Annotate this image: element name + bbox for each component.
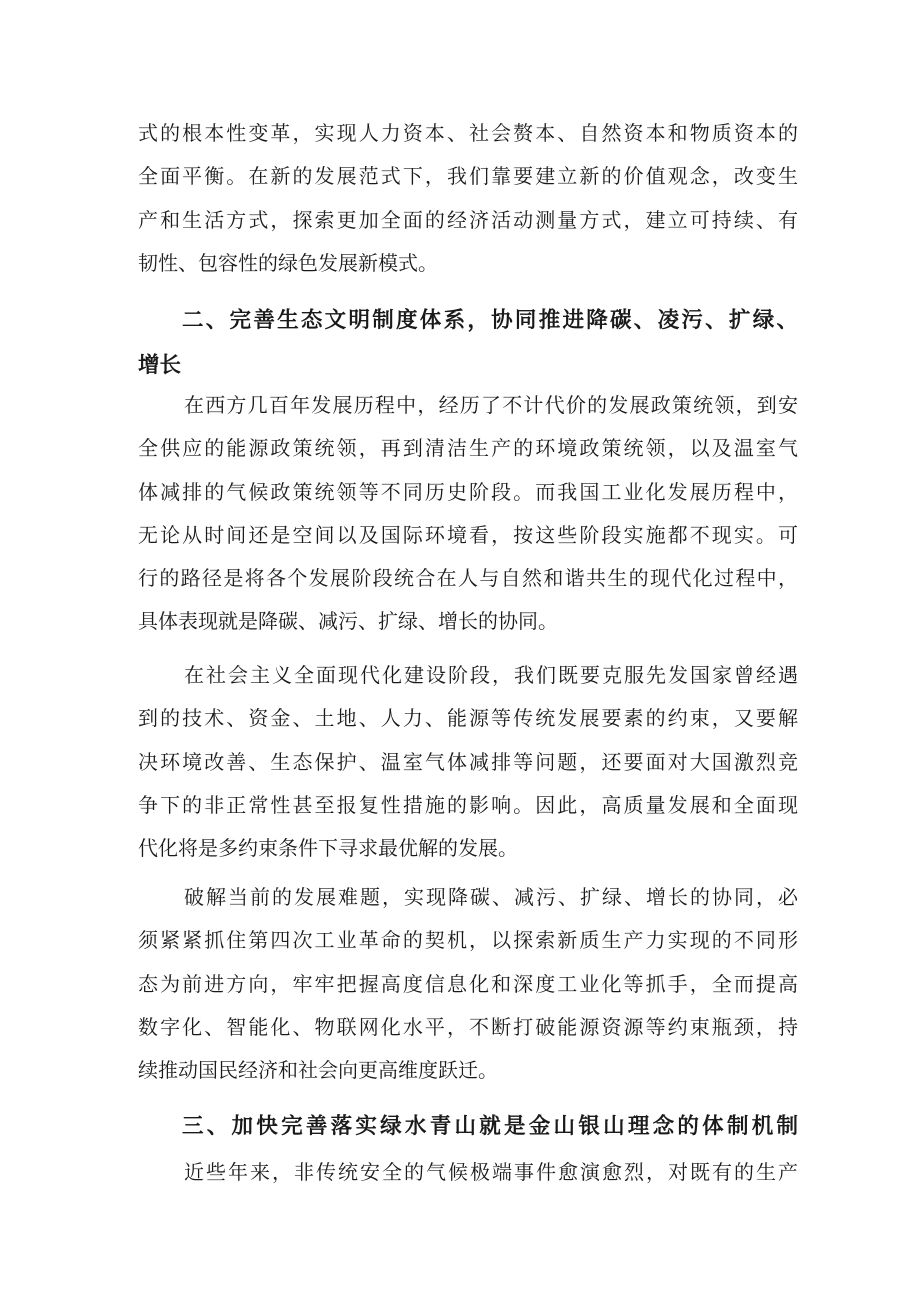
paragraph-line: 全供应的能源政策统领，再到清洁生产的环境政策统领，以及温室气 — [138, 436, 798, 461]
paragraph-line: 近些年来，非传统安全的气候极端事件愈演愈烈，对既有的生产 — [184, 1160, 798, 1184]
paragraph-3 — [138, 654, 798, 870]
paragraph-line: 代化将是多约束条件下寻求最优解的发展。 — [138, 836, 518, 861]
paragraph-line: 产和生活方式，探索更加全面的经济活动测量方式，建立可持续、有 — [138, 207, 798, 232]
paragraph-line: 在社会主义全面现代化建设阶段，我们既要克服先发国家曾经遇 — [184, 663, 798, 687]
paragraph-line: 具体表现就是降碳、减污、扩绿、增长的协同。 — [138, 609, 558, 634]
paragraph-line: 到的技术、资金、土地、人力、能源等传统发展要素的约束，又要解 — [138, 706, 798, 731]
paragraph-line: 行的路径是将各个发展阶段统合在人与自然和谐共生的现代化过程中， — [138, 566, 798, 591]
paragraph-4 — [138, 876, 798, 1092]
paragraph-line: 式的根本性变革，实现人力资本、社会赘本、自然资本和物质资本的 — [138, 121, 798, 145]
paragraph-line: 在西方几百年发展历程中，经历了不计代价的发展政策统领，到安 — [184, 393, 798, 417]
paragraph-line: 续推动国民经济和社会向更高维度跃迁。 — [138, 1058, 498, 1083]
paragraph-1 — [138, 112, 798, 285]
paragraph-2 — [138, 384, 798, 644]
paragraph-line: 体减排的气候政策统领等不同历史阶段。而我国工业化发展历程中， — [138, 479, 798, 504]
heading-line: 三、加快完善落实绿水青山就是金山银山理念的体制机制 — [182, 1114, 798, 1139]
heading-line: 二、完善生态文明制度体系，协同推进降碳、凌污、扩绿、 — [182, 308, 798, 333]
section-heading-2 — [138, 298, 798, 388]
paragraph-line: 须紧紧抓住第四次工业革命的契机，以探索新质生产力实现的不同形 — [138, 928, 798, 953]
paragraph-line: 决环境改善、生态保护、温室气体减排等问题，还要面对大国激烈竞 — [138, 749, 798, 774]
section-heading-3 — [138, 1104, 798, 1149]
paragraph-line: 态为前进方向，牢牢把握高度信息化和深度工业化等抓手，全而提高 — [138, 971, 798, 996]
paragraph-line: 全面平衡。在新的发展范式下，我们靠要建立新的价值观念，改变生 — [138, 164, 798, 189]
paragraph-line: 数字化、智能化、物联网化水平，不断打破能源资源等约束瓶颈，持 — [138, 1014, 798, 1039]
paragraph-line: 韧性、包容性的绿色发展新模式。 — [138, 250, 438, 275]
paragraph-line: 无论从时间还是空间以及国际环境看，按这些阶段实施都不现实。可 — [138, 522, 798, 547]
paragraph-5 — [138, 1151, 798, 1194]
paragraph-line: 破解当前的发展难题，实现降碳、减污、扩绿、增长的协同，必 — [184, 885, 798, 909]
heading-line: 增长 — [138, 353, 182, 378]
paragraph-line: 争下的非正常性甚至报复性措施的影响。因此，高质量发展和全面现 — [138, 792, 798, 817]
